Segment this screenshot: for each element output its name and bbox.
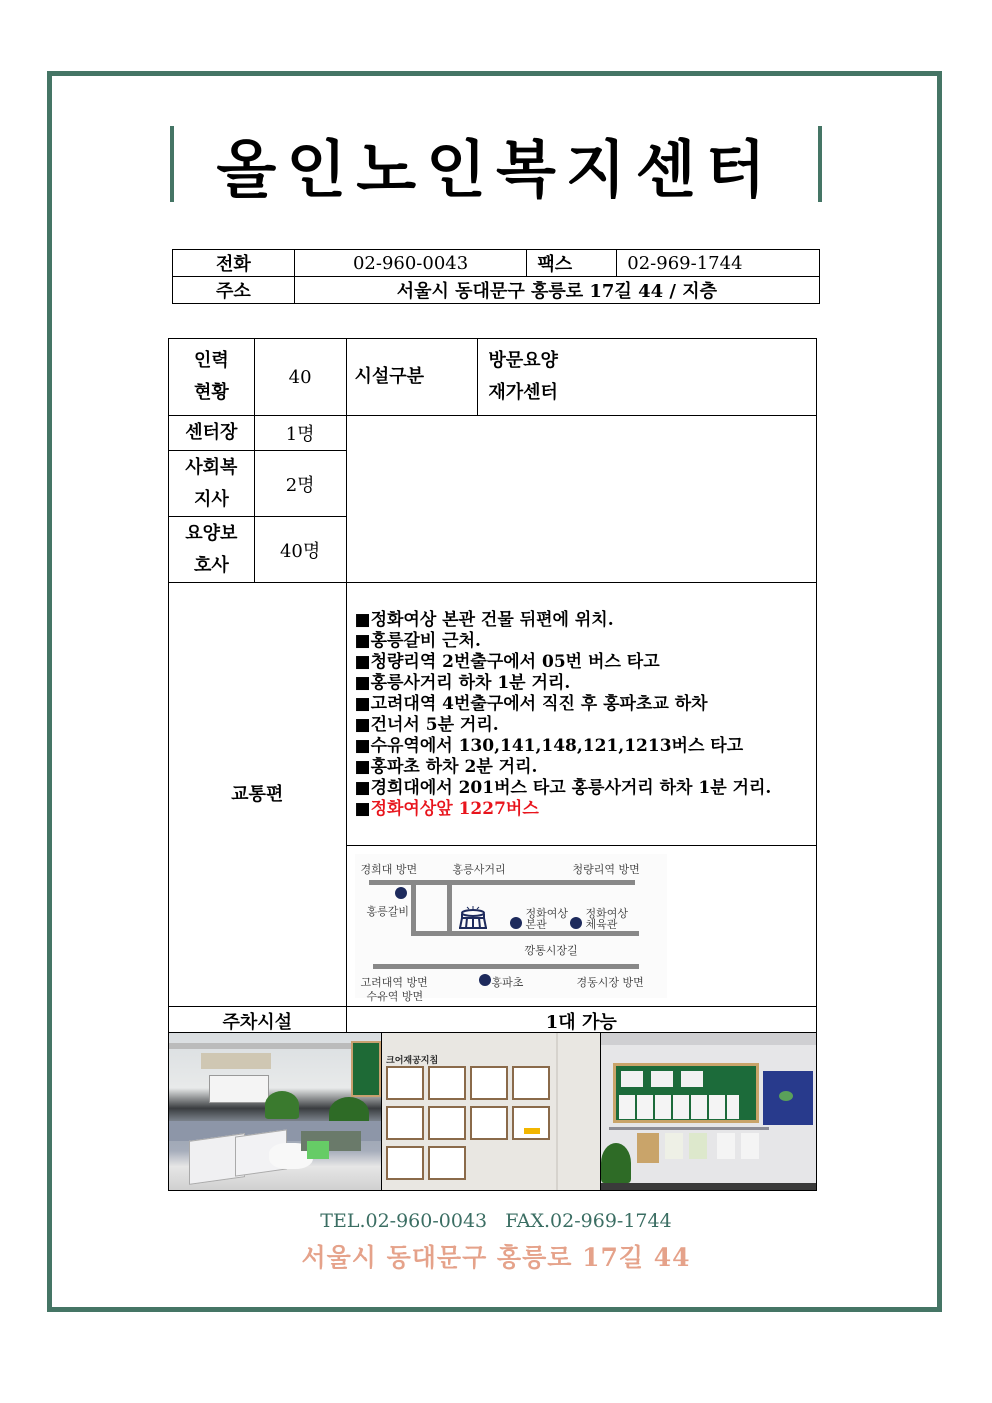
title-block — [170, 126, 822, 206]
map-road-middle — [411, 931, 639, 936]
direction-item: ■홍릉사거리 하차 1분 거리. — [354, 673, 571, 693]
map-marker-icon — [570, 917, 582, 929]
map-label: 수유역 방면 — [366, 990, 424, 1003]
map-label: 홍릉사거리 — [452, 863, 506, 876]
direction-item: ■홍릉갈비 근처. — [354, 631, 481, 651]
staff-role: 센터장 — [169, 416, 255, 451]
bulletin-board-photo — [600, 1033, 816, 1190]
map-label: 경동시장 방면 — [576, 976, 644, 989]
info-table — [168, 338, 817, 1040]
staff-role-line2: 지사 — [193, 488, 229, 510]
map-label: 정화여상 본관 — [525, 907, 569, 931]
location-map — [355, 854, 667, 1003]
direction-item: ■경희대에서 201버스 타고 홍릉사거리 하차 1분 거리. — [354, 778, 772, 798]
address-value: 서울시 동대문구 홍릉로 17길 44 / 지층 — [294, 277, 819, 304]
wall-heading: 크어재공지침 — [386, 1056, 439, 1066]
center-building-icon — [459, 906, 487, 930]
map-road-vertical-left — [411, 882, 416, 934]
map-label: 청량리역 방면 — [572, 863, 640, 876]
page-title: 올인노인복지센터 — [216, 132, 776, 206]
direction-item: ■청량리역 2번출구에서 05번 버스 타고 — [354, 652, 660, 672]
bullet-square-icon: ■ — [354, 736, 371, 756]
staff-role — [169, 517, 255, 583]
staff-count: 2명 — [254, 451, 346, 517]
staff-row — [169, 416, 817, 451]
direction-item-highlight: ■정화여상앞 1227버스 — [354, 799, 539, 819]
staff-count: 40명 — [254, 517, 346, 583]
staff-role-line1: 요양보 — [185, 522, 238, 544]
fax-value: 02-969-1744 — [617, 250, 820, 277]
footer-address: 서울시 동대문구 홍릉로 17길 44 — [301, 1243, 691, 1272]
staff-role — [169, 451, 255, 517]
parking-label: 주차시설 — [169, 1007, 347, 1040]
map-road-vertical-right — [447, 882, 452, 934]
staff-count: 1명 — [254, 416, 346, 451]
map-road-top — [369, 880, 635, 885]
direction-item: ■수유역에서 130,141,148,121,1213버스 타고 — [354, 736, 744, 756]
transport-label: 교통편 — [169, 583, 347, 1007]
map-label: 깡통시장길 — [524, 944, 578, 957]
bullet-square-icon: ■ — [354, 694, 371, 714]
facility-label: 시설구분 — [346, 339, 478, 416]
bullet-square-icon: ■ — [354, 799, 371, 819]
address-label: 주소 — [173, 277, 295, 304]
bullet-square-icon: ■ — [354, 715, 371, 735]
facility-value-line1: 방문요양 — [488, 350, 558, 371]
bullet-square-icon: ■ — [354, 757, 371, 777]
title-left-bar — [170, 126, 174, 202]
transport-row — [169, 583, 817, 846]
staffing-label-line2: 현황 — [193, 382, 229, 403]
facility-value — [478, 339, 817, 416]
staffing-total: 40 — [254, 339, 346, 416]
direction-item: ■홍파초 하차 2분 거리. — [354, 757, 538, 777]
parking-value: 1대 가능 — [346, 1007, 817, 1040]
care-guidelines-wall-photo — [381, 1033, 600, 1190]
contact-row-address — [173, 277, 820, 304]
staff-role-line1: 사회복 — [185, 456, 238, 478]
map-label: 홍파초 — [491, 976, 524, 989]
direction-item: ■정화여상 본관 건물 뒤편에 위치. — [354, 610, 614, 630]
staffing-label — [169, 339, 255, 416]
map-label: 고려대역 방면 — [360, 976, 428, 989]
footer-tel-fax: TEL.02-960-0043 FAX.02-969-1744 — [320, 1210, 672, 1232]
map-marker-icon — [395, 887, 407, 899]
bullet-square-icon: ■ — [354, 610, 371, 630]
map-marker-icon — [510, 917, 522, 929]
bullet-square-icon: ■ — [354, 673, 371, 693]
staffing-header-row — [169, 339, 817, 416]
map-label: 홍릉갈비 — [366, 905, 410, 918]
map-label: 정화여상 체육관 — [585, 907, 629, 931]
phone-value: 02-960-0043 — [294, 250, 527, 277]
photo-strip — [168, 1032, 817, 1191]
contact-table — [172, 249, 820, 304]
phone-label: 전화 — [173, 250, 295, 277]
fax-label: 팩스 — [527, 250, 617, 277]
transport-directions — [346, 583, 817, 846]
staffing-label-line1: 인력 — [193, 350, 229, 371]
staff-role-line2: 호사 — [193, 554, 229, 576]
bullet-square-icon: ■ — [354, 652, 371, 672]
direction-item: ■건너서 5분 거리. — [354, 715, 499, 735]
map-marker-icon — [479, 974, 491, 986]
map-label: 경희대 방면 — [360, 863, 418, 876]
map-cell — [346, 846, 817, 1007]
map-road-bottom — [373, 964, 639, 969]
bullet-square-icon: ■ — [354, 631, 371, 651]
facility-value-line2: 재가센터 — [488, 382, 558, 403]
contact-row-phone — [173, 250, 820, 277]
direction-item: ■고려대역 4번출구에서 직진 후 홍파초교 하차 — [354, 694, 708, 714]
bullet-square-icon: ■ — [354, 778, 371, 798]
title-right-bar — [818, 126, 822, 202]
office-desk-photo — [169, 1033, 381, 1190]
staffing-blank-area — [346, 416, 817, 583]
